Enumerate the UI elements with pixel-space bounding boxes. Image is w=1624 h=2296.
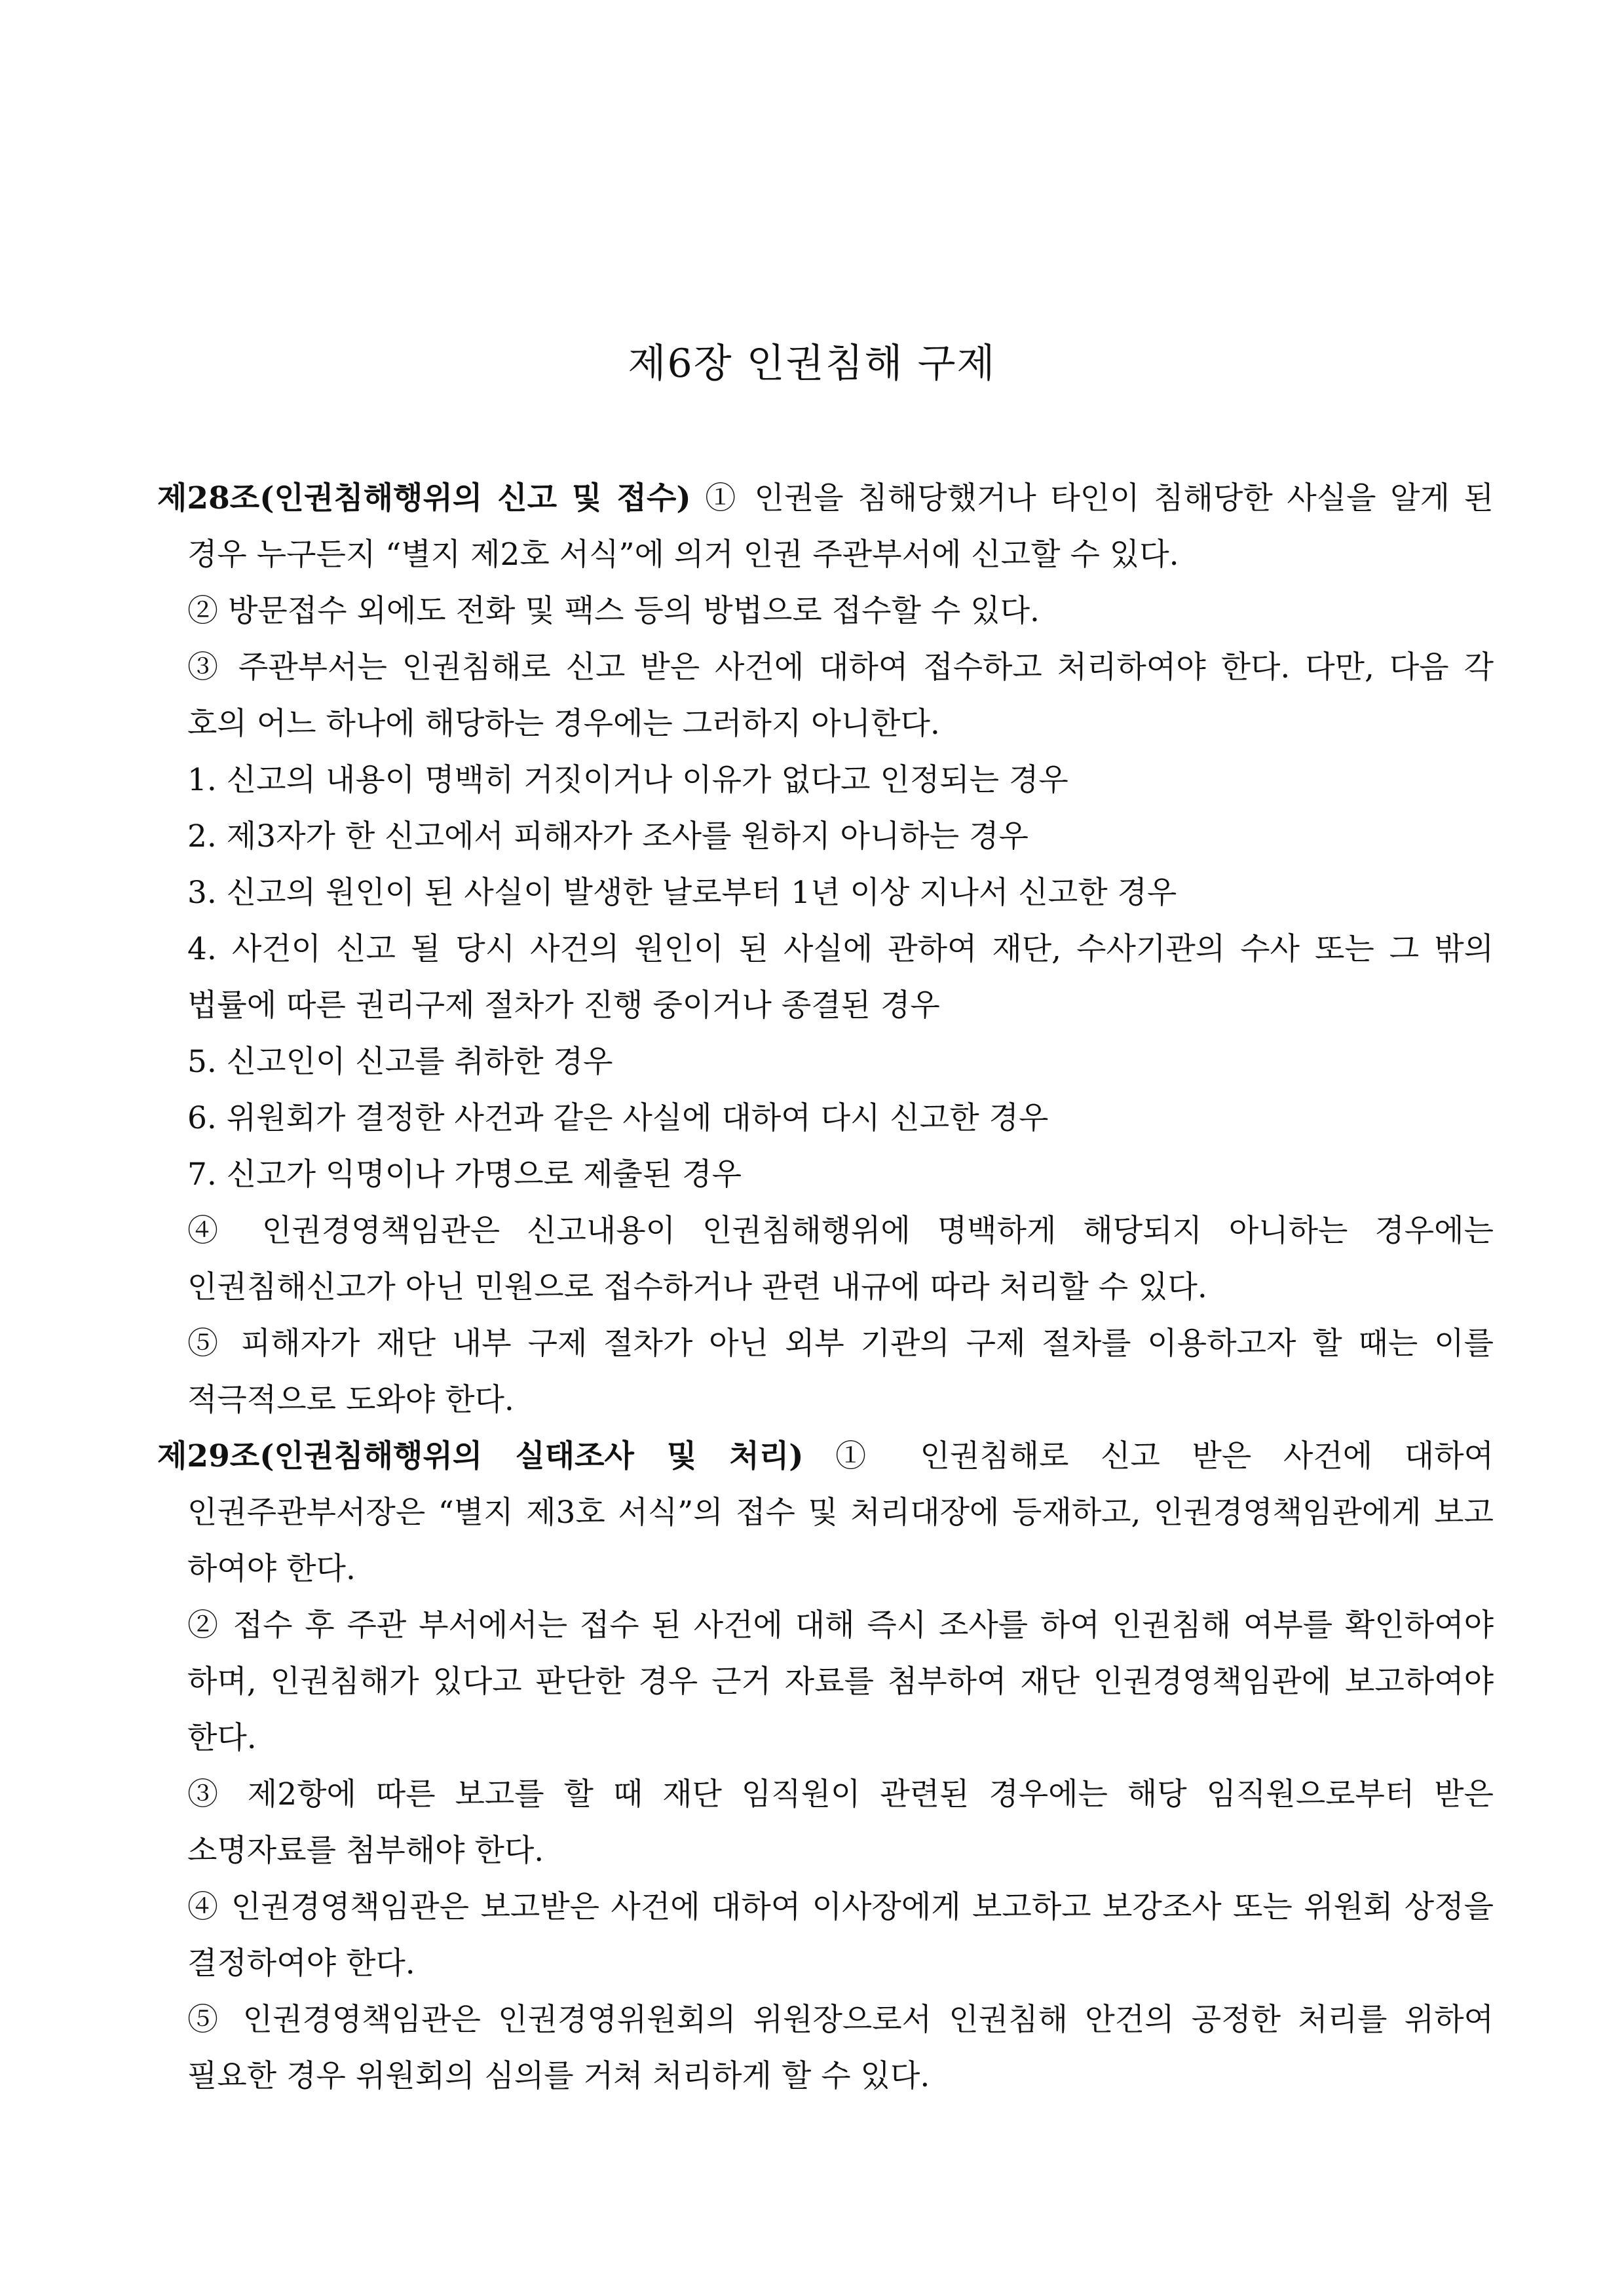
article-29-clause-3: ③ 제2항에 따른 보고를 할 때 재단 임직원이 관련된 경우에는 해당 임직원으로부터 받은 소명자료를 첨부해야 한다.: [187, 1776, 1494, 1869]
article-28-item-5: 5. 신고인이 신고를 취하한 경우: [187, 1044, 613, 1080]
article-28-clause-3: ③ 주관부서는 인권침해로 신고 받은 사건에 대하여 접수하고 처리하여야 한다. 다만, 다음 각 호의 어느 하나에 해당하는 경우에는 그러하지 아니한다.: [187, 649, 1494, 742]
article-28-clause-5: ⑤ 피해자가 재단 내부 구제 절차가 아닌 외부 기관의 구제 절차를 이용하고자 할 때는 이를 적극적으로 도와야 한다.: [187, 1326, 1494, 1418]
article-28-clause-1: ① 인권을 침해당했거나 타인이 침해당한 사실을 알게 된 경우 누구든지 “별지 제2호 서식”에 의거 인권 주관부서에 신고할 수 있다.: [187, 480, 1494, 573]
article-29-clause-5: ⑤ 인권경영책임관은 인권경영위원회의 위원장으로서 인권침해 안건의 공정한 처리를 위하여 필요한 경우 위원회의 심의를 거쳐 처리하게 할 수 있다.: [187, 2002, 1494, 2094]
chapter-title: 제6장 인권침해 구제: [628, 341, 996, 387]
article-28-paragraph-1: [157, 470, 1494, 583]
article-28-item-3: 3. 신고의 원인이 된 사실이 발생한 날로부터 1년 이상 지나서 신고한 경우: [187, 875, 1177, 911]
article-28-item-6: 6. 위원회가 결정한 사건과 같은 사실에 대하여 다시 신고한 경우: [187, 1100, 1049, 1136]
article-29-paragraph-1: [157, 1428, 1494, 1598]
document-body: [157, 470, 1494, 2105]
article-28-item-7: 7. 신고가 익명이나 가명으로 제출된 경우: [187, 1157, 742, 1193]
article-28-item-2: 2. 제3자가 한 신고에서 피해자가 조사를 원하지 아니하는 경우: [187, 818, 1029, 854]
article-28-item-4: 4. 사건이 신고 될 당시 사건의 원인이 된 사실에 관하여 재단, 수사기관의 수사 또는 그 밖의 법률에 따른 권리구제 절차가 진행 중이거나 종결된 경우: [187, 931, 1494, 1024]
article-28-clause-4: ④ 인권경영책임관은 신고내용이 인권침해행위에 명백하게 해당되지 아니하는 경우에는 인권침해신고가 아닌 민원으로 접수하거나 관련 내규에 따라 처리할 수 있다.: [187, 1213, 1494, 1305]
article-29-heading: 제29조(인권침해행위의 실태조사 및 처리): [157, 1438, 804, 1474]
article-28-item-1: 1. 신고의 내용이 명백히 거짓이거나 이유가 없다고 인정되는 경우: [187, 762, 1068, 798]
article-29-clause-1: ① 인권침해로 신고 받은 사건에 대하여 인권주관부서장은 “별지 제3호 서식”의 접수 및 처리대장에 등재하고, 인권경영책임관에게 보고 하여야 한다.: [187, 1438, 1494, 1587]
article-29-clause-2: ② 접수 후 주관 부서에서는 접수 된 사건에 대해 즉시 조사를 하여 인권침해 여부를 확인하여야 하며, 인권침해가 있다고 판단한 경우 근거 자료를 첨부하여 재단 인권경영책임관에 보고하여야 한다.: [187, 1607, 1494, 1756]
article-28-clause-2: ② 방문접수 외에도 전화 및 팩스 등의 방법으로 접수할 수 있다.: [187, 593, 1040, 629]
article-28-heading: 제28조(인권침해행위의 신고 및 접수): [157, 480, 691, 516]
article-29-clause-4: ④ 인권경영책임관은 보고받은 사건에 대하여 이사장에게 보고하고 보강조사 또는 위원회 상정을 결정하여야 한다.: [187, 1889, 1494, 1981]
